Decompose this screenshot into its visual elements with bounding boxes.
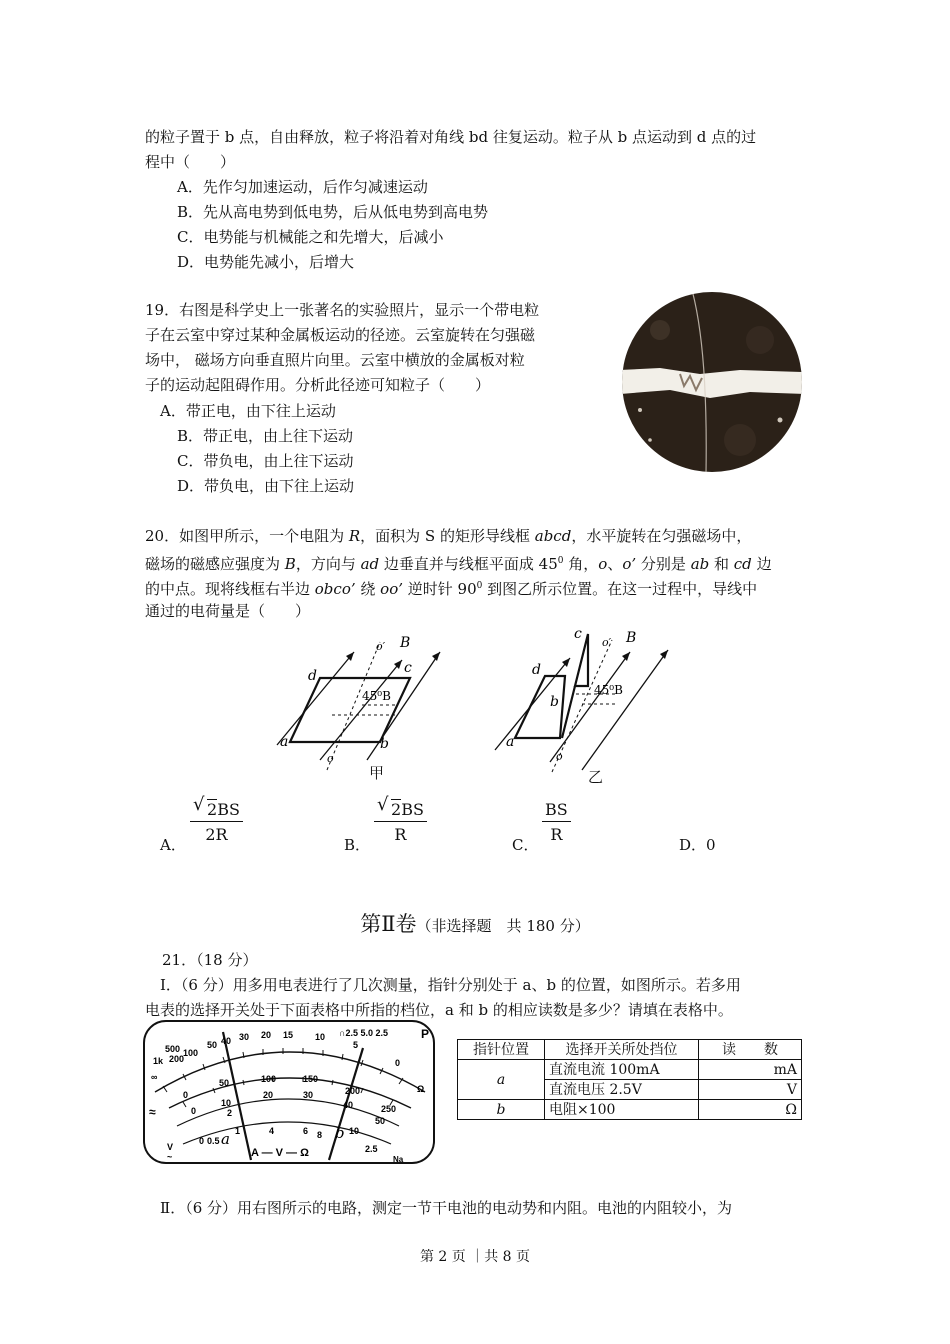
q20-option-c-label: C． [512,836,539,854]
label-c-yi: c [574,626,582,642]
low-tick-8: 8 [317,1130,323,1140]
q21-part2-line1: Ⅱ．（6 分）用右图所示的电路，测定一节干电池的电动势和内阻。电池的内阻较小，为 [160,1199,733,1217]
label-d-yi: d [532,662,541,678]
q19-line-3: 场中， 磁场方向垂直照片向里。云室中横放的金属板对粒 [145,351,525,369]
q20-option-a-fraction: √ 2BS 2R [190,800,243,844]
mid-tick-100: 100 [261,1074,277,1084]
q20-line-1: 20．如图甲所示，一个电阻为 R，面积为 S 的矩形导线框 abcd，水平旋转在匀强磁场中， [145,527,752,545]
label-o-prime-yi: o′ [602,636,612,649]
mid-tick-250: 250 [381,1104,397,1114]
row-b-unit: Ω [699,1100,802,1120]
ohm-tick-40: 40 [221,1036,232,1046]
q21-part1-line2: 电表的选择开关处于下面表格中所指的档位，a 和 b 的相应读数是多少？请填在表格中。 [145,1001,733,1019]
figure-yi-caption: 乙 [588,768,604,786]
p-mark: P [421,1027,430,1041]
q20-line-3: 的中点。现将线框右半边 obco’ 绕 oo’ 逆时针 $90^0$ 到图乙所示位置。在这一过程中，导线中 [145,580,758,598]
ohm-tick-50: 50 [207,1040,218,1050]
row-b-label: b [458,1100,545,1120]
q21-heading: 21．（18 分） [162,951,258,969]
na-mark: Na [393,1155,404,1164]
ohm-tick-20: 20 [261,1030,272,1040]
omega-mark: Ω [417,1084,425,1094]
row-a2-mode: 直流电压 2.5V [545,1080,699,1100]
inner-tick-20: 20 [263,1090,274,1100]
label-angle: 45⁰B [362,689,391,703]
low-tick-6: 6 [303,1126,309,1136]
low-tick-1: 1 [235,1126,241,1136]
q19-line-1: 19．右图是科学史上一张著名的实验照片，显示一个带电粒 [145,301,540,319]
low-tick-0-5: 0.5 [207,1136,220,1146]
q21-part1-line1: I．（6 分）用多用电表进行了几次测量，指针分别处于 a、b 的位置，如图所示。若多用 [160,976,741,994]
q19-option-c: C．带负电，由上往下运动 [177,452,354,470]
needle-b-label: b [335,1124,345,1142]
q19-line-2: 子在云室中穿过某种金属板运动的径迹。云室旋转在匀强磁 [145,326,536,344]
figure-yi [490,622,680,782]
label-o-prime: o′ [376,640,386,653]
row-a1-unit: mA [699,1060,802,1080]
q18-option-a: A．先作匀加速运动，后作匀减速运动 [177,178,428,196]
label-a-yi: a [506,734,515,750]
label-angle-yi: 45⁰B [594,683,623,697]
label-a: a [280,734,289,750]
q18-line-2: 程中（ ） [145,153,236,171]
inner-tick-40: 40 [343,1100,354,1110]
ohm-tick-100: 100 [183,1048,199,1058]
label-d: d [308,668,317,684]
needle-a-label: a [221,1130,230,1148]
ohm-tick-200: 200 [169,1054,185,1064]
scale-2-5: 2.5 [365,1144,378,1154]
q20-option-c-fraction: $\frac{BS}{R}$ [542,800,571,844]
q20-line-2: 磁场的磁感应强度为 B，方向与 ad 边垂直并与线框平面成 $45^0$ 角，o、o’ 分别是 ab 和 cd 边 [145,555,772,573]
multimeter-dial [143,1020,435,1165]
ohm-tick-0: 0 [395,1058,401,1068]
mid-tick-200: 200 [345,1086,361,1096]
cloud-chamber-photo [620,290,804,474]
label-o-yi: o [556,750,563,763]
low-tick-4: 4 [269,1126,275,1136]
q18-option-b: B．先从高电势到低电势，后从低电势到高电势 [177,203,489,221]
q19-option-a: A．带正电，由下往上运动 [160,402,336,420]
v-mark: V [167,1142,174,1152]
ohm-tick-15: 15 [283,1030,294,1040]
q19-option-b: B．带正电，由上往下运动 [177,427,354,445]
inner-tick-10: 10 [221,1098,232,1108]
mid-tick-0: 0 [183,1090,189,1100]
low-tick-10: 10 [349,1126,360,1136]
reading-table [457,1039,802,1120]
mid-tick-50: 50 [219,1078,230,1088]
low-tick-2: 2 [227,1108,233,1118]
mode-label-avo: A — V — Ω [251,1147,309,1159]
q20-option-b-label: B． [344,836,371,854]
q18-option-c: C．电势能与机械能之和先增大，后减小 [177,228,444,246]
ohm-tick-10: 10 [315,1032,326,1042]
q19-option-d: D．带负电，由下往上运动 [177,477,355,495]
low-tick-0: 0 [199,1136,205,1146]
inner-tick-30: 30 [303,1090,314,1100]
figure-jia [272,630,452,780]
label-c: c [404,660,412,676]
label-o: o [327,752,334,765]
section-title: 第Ⅱ卷（非选择题 共 180 分） [360,912,590,936]
q19-line-4: 子的运动起阻碍作用。分析此径迹可知粒子（ ） [145,376,491,394]
tilde-mark: ~ [167,1152,173,1162]
row-a1-mode: 直流电流 100mA [545,1060,699,1080]
inner-tick-0: 0 [191,1106,197,1116]
label-b: b [380,736,389,752]
inner-tick-50: 50 [375,1116,386,1126]
ac-mark: ≈ [149,1105,156,1119]
header-mode: 选择开关所处挡位 [545,1040,699,1060]
q18-option-d: D．电势能先减小，后增大 [177,253,355,271]
label-B: B [400,635,411,651]
q20-option-b-fraction: √ 2BS R [374,800,427,844]
row-a-label: a [458,1060,545,1100]
label-b-yi: b [550,694,559,710]
q20-option-a-label: A． [160,836,186,854]
q20-line-4: 通过的电荷量是（ ） [145,602,311,620]
label-B-yi: B [626,630,637,646]
ohm-tick-500: 500 [165,1044,181,1054]
range-marks-top: ∩2.5 5.0 2.5 [339,1028,389,1038]
q18-line-1: 的粒子置于 b 点，自由释放，粒子将沿着对角线 bd 往复运动。粒子从 b 点运动到 d 点的过 [145,128,757,146]
ohm-tick-inf: ∞ [151,1072,158,1082]
q20-option-d: D．0 [679,836,716,854]
ohm-tick-30: 30 [239,1032,250,1042]
row-b-mode: 电阻×100 [545,1100,699,1120]
header-pointer: 指针位置 [458,1040,545,1060]
header-reading: 读 数 [699,1040,802,1060]
ohm-tick-5: 5 [353,1040,359,1050]
ohm-tick-1k: 1k [153,1056,164,1066]
page-footer: 第 2 页 ｜共 8 页 [419,1249,531,1265]
row-a2-unit: V [699,1080,802,1100]
mid-tick-150: 150 [303,1074,319,1084]
figure-jia-caption: 甲 [369,764,385,782]
